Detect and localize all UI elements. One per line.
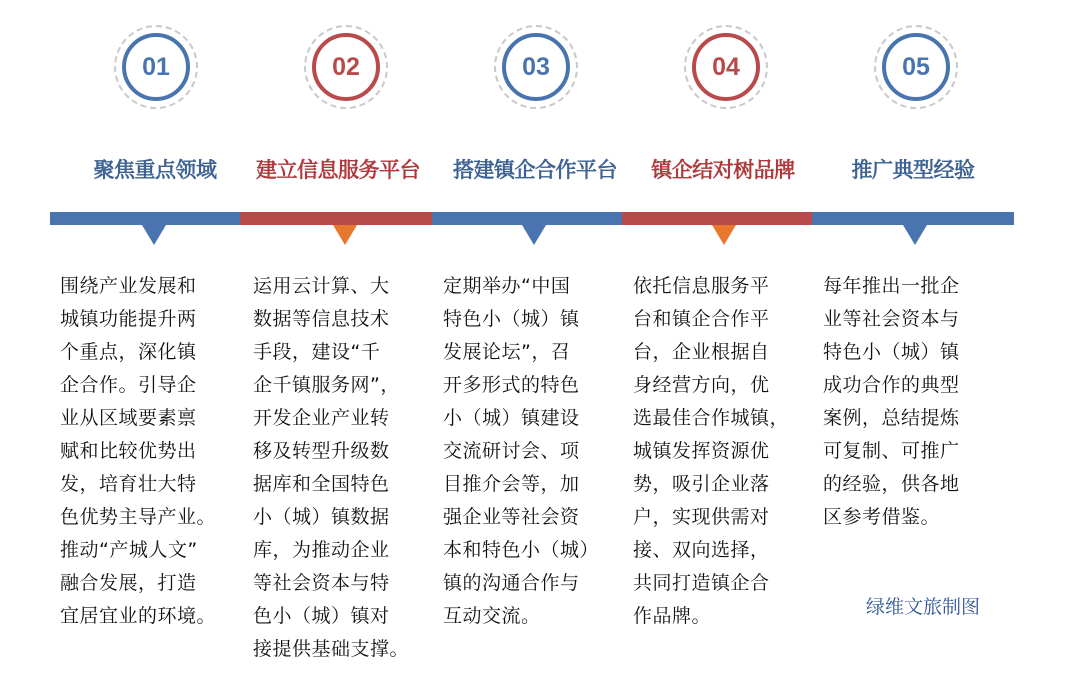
step-3-number: 03 (502, 33, 570, 101)
step-5-pointer-icon (903, 225, 927, 245)
step-4-pointer-icon (712, 225, 736, 245)
step-1-bar (50, 212, 240, 225)
step-4-bar (622, 212, 812, 225)
step-5-description: 每年推出一批企 业等社会资本与 特色小（城）镇 成功合作的典型 案例，总结提炼 可复制、可推广 的经验，供各地 区参考借鉴。 (823, 275, 960, 528)
step-2-pointer-icon (333, 225, 357, 245)
step-2-bar (240, 212, 432, 225)
step-5-title: 推广典型经验 (851, 158, 975, 182)
step-2-title: 建立信息服务平台 (256, 158, 420, 182)
step-5-number: 05 (882, 33, 950, 101)
watermark: 绿维文旅制图 (866, 596, 981, 618)
step-3-title: 搭建镇企合作平台 (453, 158, 617, 182)
step-1-pointer-icon (142, 225, 166, 245)
step-1-description: 围绕产业发展和 城镇功能提升两 个重点，深化镇 企合作。引导企 业从区域要素禀 赋和比较优势出 发，培育壮大特 色优势主导产业。 推动“产城人文” 融合发展，打造 宜居宜业的环境。 (60, 275, 217, 627)
step-5-circle-ring (874, 25, 958, 109)
step-3-bar (432, 212, 622, 225)
step-2-circle-ring (304, 25, 388, 109)
step-3-description: 定期举办“中国 特色小（城）镇 发展论坛”，召 开多形式的特色 小（城）镇建设 交流研讨会、项 目推介会等，加 强企业等社会资 本和特色小（城） 镇的沟通合作与 互动交流。 (443, 275, 600, 627)
step-2-number: 02 (312, 33, 380, 101)
step-5-bar (812, 212, 1014, 225)
step-1-number: 01 (122, 33, 190, 101)
step-3-pointer-icon (522, 225, 546, 245)
step-4-description: 依托信息服务平 台和镇企合作平 台，企业根据自 身经营方向，优 选最佳合作城镇， 城镇发挥资源优 势，吸引企业落 户，实现供需对 接、双向选择， 共同打造镇企合 作品牌。 (633, 275, 790, 627)
step-1-circle-ring (114, 25, 198, 109)
step-4-title: 镇企结对树品牌 (651, 158, 795, 182)
step-4-circle-ring (684, 25, 768, 109)
step-1-title: 聚焦重点领域 (93, 158, 217, 182)
step-2-description: 运用云计算、大 数据等信息技术 手段，建设“千 企千镇服务网”， 开发企业产业转 移及转型升级数 据库和全国特色 小（城）镇数据 库，为推动企业 等社会资本与特 色小（城）镇对 接提供基础支撑。 (253, 275, 410, 660)
step-4-number: 04 (692, 33, 760, 101)
step-3-circle-ring (494, 25, 578, 109)
